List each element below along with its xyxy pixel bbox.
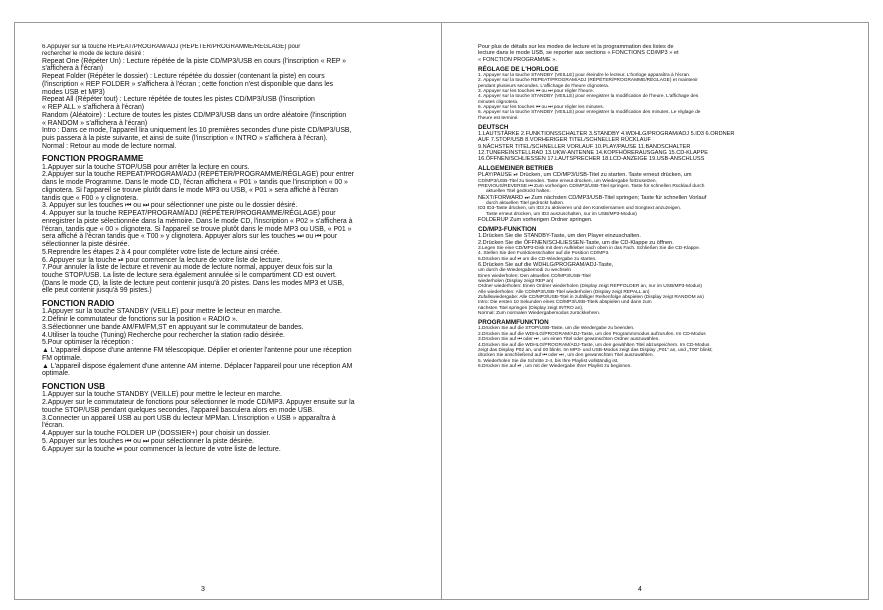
text-line: 1.LAUTSTÄRKE 2.FUNKTIONSSCHALTER 3.STANDBY 4.WDHLG/PROGRAM/ADJ 5.ID3 6.ORDNER [478, 131, 735, 138]
text-line: ▲ L'appareil dispose d'une antenne FM télescopique. Déplier et orienter l'antenne pour une réception [42, 347, 352, 355]
text-line: 5. Appuyer sur les touches ⏮ ou ⏭ pour régler les minutes. [478, 104, 604, 110]
page-left-text [42, 44, 434, 564]
text-line: 2.Drücken Sie die ÖFFNEN/SCHLIESSEN-Taste, um die CD-Klappe zu öffnen. [478, 239, 674, 246]
text-line: 6.Drücken Sie auf ⏯ , um mit der Wiedergabe Ihrer Playlist zu beginnen. [478, 363, 632, 369]
text-line: 3. Appuyer sur les touches ⏮ ou ⏭ pour régler l'heure. [478, 88, 594, 94]
text-line: PREVIOUS/REVERSE ⏮ Zum vorherigen CD/MP3/USB-Titel springen. Taste für schnellen Rücklauf durch [478, 183, 705, 189]
text-line: elle peut contenir jusqu'à 99 pistes.) [42, 287, 152, 295]
text-line: 2. Appuyer sur la touche REPEAT/PROGRAM/ADJ (RÉPÉTER/PROGRAMME/RÉGLAGE) et maintenir [478, 78, 698, 84]
text-line: aktuellen Titel gedrückt halten. [486, 189, 551, 195]
text-line: 2.Appuyer sur le commutateur de fonctions pour sélectionner le mode CD/MP3. Appuyer ensuite sur la [42, 399, 355, 407]
text-line: 5. Wiederholen Sie die Schritte 2-4, bis Ihre Playlist vollständig ist. [478, 358, 619, 364]
text-line: Repeat Folder (Répéter le dossier) : Lecture répétée du dossier (contenant la piste) en cours [42, 73, 325, 81]
text-line: pendant plusieurs secondes. L'affichage de l'heure clignotera. [478, 83, 610, 89]
text-line: 2.Définir le commutateur de fonctions sur la position « RADIO ». [42, 316, 238, 324]
section-heading: FONCTION USB [42, 381, 106, 392]
page-number-right: 4 [638, 586, 642, 593]
text-line: wiederholen (Display zeigt REP an) [478, 278, 554, 284]
text-line: 3. Appuyer sur les touches ⏮ ou ⏭ pour sélectionner une piste ou le dossier désiré. [42, 202, 298, 210]
text-line: Intro : Dans ce mode, l'appareil lira uniquement les 10 premières secondes d'une piste CD/MP3/USB, [42, 127, 352, 135]
text-line: 1.Drücken Sie die STANDBY-Taste, um den Player einzuschalten. [478, 233, 641, 240]
text-line: FOLDERUP Zum vorherigen Ordner springen. [478, 217, 593, 224]
text-line: 6. Appuyer sur la touche STANDBY (VEILLE) pour enregistrer la modification des minutes. Le réglage de [478, 110, 701, 116]
text-line: Taste erneut drücken, um ID3 auszuschalten, nur im USB/MP3-Modus) [486, 211, 637, 217]
text-line: optimale. [42, 370, 70, 378]
text-line: l'écran, tandis que « 00 » clignotera. Si l'appareil se trouve plutôt dans le mode MP3 ou USB, « P01 » [42, 225, 352, 233]
text-line: 3.Legen Sie eine CD/MP3-Disk mit dem Aufkleber nach oben in das Fach. Schließen Sie die CD-Klappe. [478, 245, 701, 251]
text-line: (l'inscription « REP FOLDER » s'affichera à l'écran ; cette fonction n'est disponible que dans les [42, 80, 334, 88]
text-line: 1.Appuyer sur la touche STOP/USB pour arrêter la lecture en cours. [42, 163, 250, 171]
text-line: FM optimale. [42, 354, 82, 362]
text-line: durch aktuellen Titel gedrückt halten. [486, 200, 565, 206]
text-line: 4. Appuyer sur la touche STANDBY (VEILLE) pour enregistrer la modification de l'heure. L'affichage des [478, 94, 699, 100]
text-line: 2.Drücken Sie auf die WDHLG/PROGRAM/ADJ-Taste, um den Programmmodus aufzurufen. Im CD-Modus [478, 331, 706, 337]
text-line: dans le mode Programme. Dans le mode CD, l'écran affichera « P01 » tandis que l'inscription « 00 » [42, 179, 348, 187]
text-line: NEXT/FORWARD ⏭ Zum nächsten CD/MP3/USB-Titel springen; Taste für schnellen Vorlauf [478, 194, 707, 201]
text-line: rechercher le mode de lecture désiré : [42, 49, 145, 57]
text-line: Pour plus de détails sur les modes de lecture et la programmation des listes de [478, 44, 674, 50]
text-line: l'heure est terminé. [478, 115, 519, 121]
text-line: 4.Appuyer sur la touche FOLDER UP (DOSSIER+) pour choisir un dossier. [42, 430, 271, 438]
section-heading: ALLGEMEINER BETRIEB [478, 165, 554, 173]
text-line: 5.Drücken Sie auf ⏯ um die CD-Wiedergabe zu starten. [478, 256, 597, 262]
text-line: 9.NÄCHSTER TITEL/SCHNELLER VORLAUF 10.PLAY/PAUSE 11.BANDSCHALTER [478, 143, 691, 150]
text-line: minutes clignotera. [478, 99, 519, 105]
text-line: 4.Drücken Sie auf die WDHLG/PROGRAM/ADJ-Taste, um den gewählten Titel abzuspeichern. Im CD-Modus [478, 342, 710, 348]
text-line: l'écran. [42, 422, 64, 430]
text-line: Normal: Zum normalen Wiedergabemodus zurückkehren. [478, 311, 601, 317]
text-line: modes USB et MP3) [42, 88, 105, 96]
text-line: PLAY/PAUSE ⏯ Drücken, um CD/MP3/USB-Titel zu starten. Taste erneut drücken, um [478, 172, 692, 179]
text-line: 4.Utiliser la touche (Tuning) Recherche pour rechercher la station radio désirée. [42, 331, 285, 339]
text-line: ID3 ID3-Taste drücken, um ID3 zu aktivieren und den Künstlernamen und Songtext anzuzeigen. [478, 206, 682, 212]
text-line: 5. Appuyer sur les touches ⏮ ou ⏭ pour sélectionner la piste désirée. [42, 437, 254, 445]
text-line: Einen wiederholen: Den aktuellen CD/MP3/USB-Titel [478, 273, 591, 279]
section-heading: FONCTION RADIO [42, 298, 115, 309]
text-line: Intro: Die ersten 10 Sekunden eines CD/MP3/USB-Titels abspielen und dann zum [478, 300, 652, 306]
text-line: 16.ÖFFNEN/SCHLIESSEN 17.LAUTSPRECHER 18.LCD-ANZEIGE 19.USB-ANSCHLUSS [478, 156, 705, 163]
text-line: lecture dans le mode USB, se reporter aux sections « FONCTIONS CD/MP3 » et [478, 50, 679, 57]
section-heading: CD/MP3-FUNKTION [478, 226, 537, 234]
text-line: 1.Drücken Sie auf die STOP/USB-Taste, um die Wiedergabe zu beenden. [478, 326, 635, 332]
text-line: 3.Sélectionner une bande AM/FM/FM,ST en appuyant sur le commutateur de bandes. [42, 323, 304, 331]
text-line: CD/MP3/USB-Titel zu beenden. Taste erneut drücken, um Wiedergabe fortzusetzen. [478, 178, 657, 184]
text-line: 5.Pour optimiser la réception : [42, 339, 134, 347]
text-line: Alle wiederholen: Alle CD/MP3/USB-Titel wiederholen (Display zeigt REPALL an) [478, 289, 650, 295]
section-heading: DEUTSCH [478, 124, 509, 132]
text-line: 3.Drücken Sie auf ⏮ oder ⏭ , um einen Titel oder gewünschten Ordner auszuwählen. [478, 337, 660, 343]
text-line: 6.Drücken Sie auf die WDHLG/PROGRAM/ADJ-Taste, [478, 261, 614, 268]
text-line: 3.Connecter un appareil USB au port USB du lecteur MPMan. L'inscription « USB » apparaîtra à [42, 414, 336, 422]
text-line: sera affiché à l'écran tandis que « T00 » y clignotera. Appuyer alors sur les touches ⏭ ou ⏮ pour [42, 233, 337, 241]
text-line: 1.Appuyer sur la touche STANDBY (VEILLE) pour mettre le lecteur en marche. [42, 391, 282, 399]
text-line: touche STOP/USB. La liste de lecture sera également annulée si le compartiment CD est ouvert. [42, 272, 337, 279]
page-divider [441, 22, 442, 600]
page-number-left: 3 [201, 586, 205, 593]
text-line: 5.Reprendre les étapes 2 à 4 pour compléter votre liste de lecture ainsi créée. [42, 248, 280, 256]
text-line: Zufallswiedergabe: Alle CD/MP3/USB-Titel in zufälliger Reihenfolge abspielen (Display zeigt RANDOM an) [478, 294, 704, 300]
text-line: enregistrer la piste sélectionnée dans la mémoire. Dans le mode CD, l'inscription « P02 » s'affichera à [42, 217, 353, 225]
text-line: ▲ L'appareil dispose également d'une antenne AM interne. Déplacer l'appareil pour une réception AM [42, 362, 353, 370]
text-line: 7.Pour annuler la liste de lecture et revenir au mode de lecture normal, appuyer deux fois sur la [42, 264, 333, 272]
text-line: 1.Appuyer sur la touche STANDBY (VEILLE) pour mettre le lecteur en marche. [42, 308, 282, 316]
text-line: Repeat One (Répéter Un) : Lecture répétée de la piste CD/MP3/USB en cours (l'inscription « REP » [42, 57, 347, 65]
text-line: « RANDOM » s'affichera à l'écran) [42, 119, 148, 127]
text-line: 4. Appuyer sur la touche REPEAT/PROGRAM/ADJ (RÉPÉTER/PROGRAMME/RÉGLAGE) pour [42, 210, 336, 218]
text-line: 1. Appuyer sur la touche STANDBY (VEILLE) pour éteindre le lecteur. L'horloge apparaîtra à l'écran. [478, 72, 691, 78]
page-right-text [478, 44, 858, 564]
text-line: touche STOP/USB pendant quelques secondes, l'appareil basculera alors en mode USB. [42, 406, 315, 414]
text-line: puis passera à la piste suivante, et ainsi de suite (l'inscription « INTRO » s'affichera à l'écran). [42, 134, 328, 142]
text-line: Normal : Retour au mode de lecture normal. [42, 142, 177, 150]
section-heading: RÉGLAGE DE L'HORLOGE [478, 65, 559, 73]
text-line: um durch die Wiedergabemodi zu wechseln [478, 268, 572, 274]
text-line: 4. Stellen Sie den Funktionsschalter auf die Position CD/MP3. [478, 251, 610, 257]
text-line: 6.Appuyer sur la touche REPEAT/PROGRAM/ADJ (RÉPÉTER/PROGRAMME/RÉGLAGE) pour [42, 44, 301, 50]
text-line: Random (Aléatoire) : Lecture de toutes les pistes CD/MP3/USB dans un ordre aléatoire (l'inscription [42, 111, 347, 119]
text-line: Repeat All (Répéter tout) : Lecture répétée de toutes les pistes CD/MP3/USB (l'inscription [42, 96, 315, 104]
text-line: Ordner wiederholen: Einen Ordner wiederholen (Display zeigt REPFOLDER an, nur im USB/MP3-Modus) [478, 284, 702, 290]
text-line: 12.TUNEREINSTELLRAD 13.UKW-ANTENNE 14.KOPFHÖRERAUSGANG 15.CD-KLAPPE [478, 149, 708, 156]
text-line: 6. Appuyer sur la touche ⏯ pour commencer la lecture de votre liste de lecture. [42, 256, 283, 264]
text-line: s'affichera à l'écran) [42, 65, 104, 73]
section-heading: PROGRAMMFUNKTION [478, 319, 549, 327]
text-line: zeigt das Display P02 an, und 00 blinkt. Im MP3- und USB-Modus zeigt das Display „P01“ an, und „T00“ blinkt; [478, 347, 713, 353]
text-line: sélectionner la piste désirée. [42, 241, 130, 249]
text-line: « REP ALL » s'affichera à l'écran) [42, 104, 145, 112]
section-heading: FONCTION PROGRAMME [42, 153, 144, 164]
text-line: AUF 7.STOP/USB 8.VORHERIGER TITEL/SCHNELLER RÜCKLAUF [478, 137, 651, 144]
text-line: clignotera. Si l'appareil se trouve plutôt dans le mode MP3 ou USB, « P01 » sera affiché à l'écran [42, 186, 338, 194]
text-line: « FONCTION PROGRAMME ». [478, 56, 557, 63]
text-line: (Dans le mode CD, la liste de lecture peut contenir jusqu'à 20 pistes. Dans les modes MP3 et USB, [42, 279, 344, 287]
text-line: 2.Appuyer sur la touche REPEAT/PROGRAM/ADJ (RÉPÉTER/PROGRAMME/RÉGLAGE) pour entrer [42, 171, 354, 179]
text-line: drücken Sie anschließend auf ⏮ oder ⏭ , um den gewünschten Titel auszuwählen. [478, 353, 654, 359]
text-line: nächsten Titel springen (Display zeigt INTRO an). [478, 305, 584, 311]
text-line: 6.Appuyer sur la touche ⏯ pour commencer la lecture de votre liste de lecture. [42, 445, 281, 453]
text-line: tandis que « F00 » y clignotera. [42, 194, 139, 202]
